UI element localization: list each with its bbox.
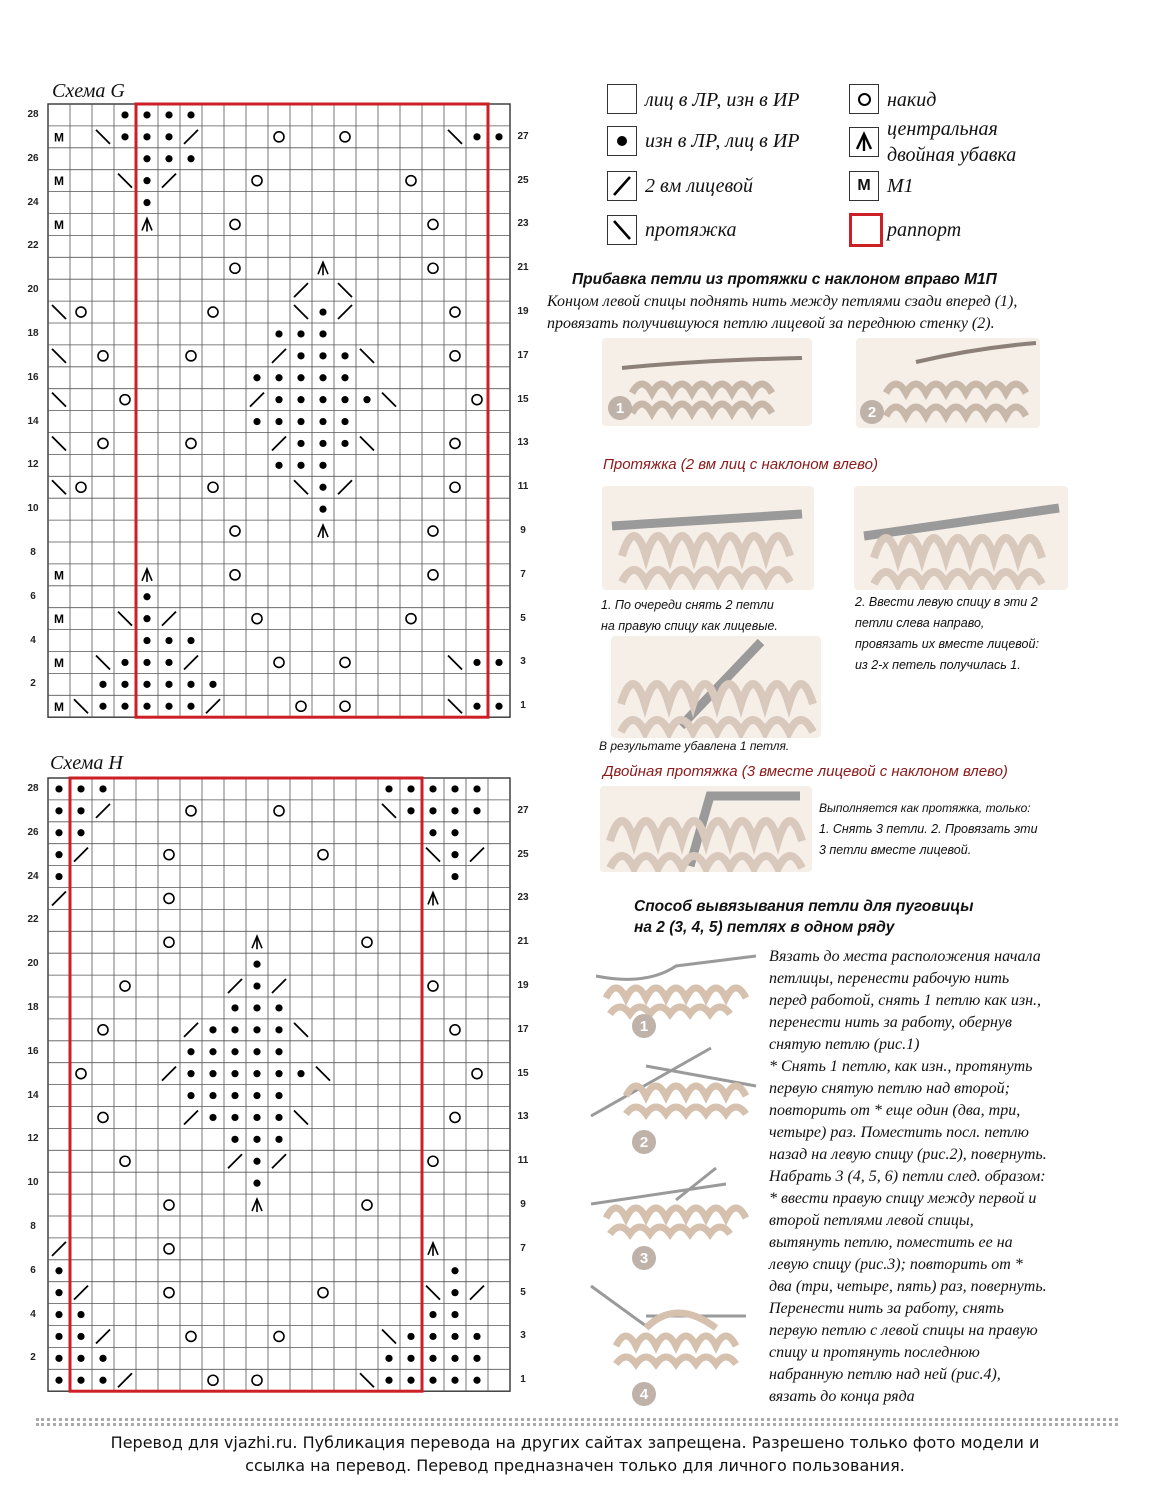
chart-g-purl-stitch <box>473 133 480 140</box>
chart-h-purl-stitch <box>77 829 84 836</box>
buttonhole-line: * Снять 1 петлю, как изн., протянуть <box>769 1058 1033 1075</box>
double-ssk-line3: 3 петли вместе лицевой. <box>819 843 972 857</box>
chart-h-grid <box>48 778 512 1393</box>
chart-g-row-number: 25 <box>517 174 529 186</box>
chart-g-purl-stitch <box>121 659 128 666</box>
buttonhole-step3-photo <box>586 1160 764 1272</box>
chart-h-purl-stitch <box>297 1070 304 1077</box>
chart-h-purl-stitch <box>55 785 62 792</box>
buttonhole-line: спицу и протянуть последнюю <box>769 1344 980 1361</box>
chart-g-row-number: 24 <box>27 196 39 208</box>
chart-h-purl-stitch <box>385 1355 392 1362</box>
chart-h-purl-stitch <box>99 1355 106 1362</box>
buttonhole-line: повторить от * еще один (два, три, <box>769 1102 1021 1119</box>
buttonhole-line: Вязать до места расположения начала <box>769 948 1041 965</box>
buttonhole-step4-photo <box>586 1276 764 1408</box>
buttonhole-line: первую снятую петлю над второй; <box>769 1080 1011 1097</box>
chart-g-purl-stitch <box>275 374 282 381</box>
chart-h-purl-stitch <box>209 1114 216 1121</box>
chart-h-purl-stitch <box>429 1355 436 1362</box>
chart-h-purl-stitch <box>55 829 62 836</box>
chart-g-purl-stitch <box>143 111 150 118</box>
chart-h-purl-stitch <box>77 785 84 792</box>
chart-h-purl-stitch <box>253 1114 260 1121</box>
ssk-caption2-line2: петли слева направо, <box>855 616 985 630</box>
chart-g-purl-stitch <box>143 593 150 600</box>
buttonhole-line: * ввести правую спицу между первой и <box>769 1190 1037 1207</box>
chart-h-row-number: 22 <box>27 914 39 926</box>
chart-g-purl-stitch <box>165 681 172 688</box>
chart-h-row-number: 15 <box>517 1067 529 1079</box>
chart-h-purl-stitch <box>275 1048 282 1055</box>
chart-g-purl-stitch <box>187 111 194 118</box>
chart-g-purl-stitch <box>143 681 150 688</box>
chart-g-row-number: 17 <box>517 349 529 361</box>
footer-divider <box>36 1418 1118 1426</box>
chart-h-purl-stitch <box>231 1070 238 1077</box>
chart-g-purl-stitch <box>319 330 326 337</box>
legend-k2tog-label: 2 вм лицевой <box>645 175 753 197</box>
double-ssk-line2: 1. Снять 3 петли. 2. Провязать эти <box>819 822 1038 836</box>
chart-h-purl-stitch <box>187 1048 194 1055</box>
chart-g-row-number: 19 <box>517 306 529 318</box>
chart-g-purl-stitch <box>187 681 194 688</box>
chart-h-row-number: 27 <box>517 804 529 816</box>
buttonhole-line: первую петлю с левой спицы на правую <box>769 1322 1038 1339</box>
chart-h-purl-stitch <box>429 785 436 792</box>
chart-h-purl-stitch <box>451 1377 458 1384</box>
m1r-line1: Концом левой спицы поднять нить между петлями сзади вперед (1), <box>547 293 1018 310</box>
chart-g-row-number: 8 <box>30 546 36 558</box>
chart-g-purl-stitch <box>121 111 128 118</box>
chart-g-m1: M <box>54 130 64 145</box>
m1r-step2-photo <box>856 338 1040 428</box>
chart-h-row-number: 4 <box>30 1308 36 1320</box>
chart-h-purl-stitch <box>187 1070 194 1077</box>
chart-h-purl-stitch <box>55 807 62 814</box>
chart-h-purl-stitch <box>209 1070 216 1077</box>
chart-h-purl-stitch <box>231 1114 238 1121</box>
chart-g-row-number: 5 <box>520 612 526 624</box>
buttonhole-heading-line1: Способ вывязывания петли для пуговицы <box>634 898 974 915</box>
chart-h-row-number: 10 <box>27 1177 39 1189</box>
chart-h-purl-stitch <box>55 1267 62 1274</box>
chart-h-row-number: 7 <box>520 1242 526 1254</box>
footer-line2: ссылка на перевод. Перевод предназначен только для личного пользования. <box>245 1456 905 1475</box>
chart-h-row-number: 12 <box>27 1133 39 1145</box>
chart-h-purl-stitch <box>429 1311 436 1318</box>
chart-g-purl-stitch <box>143 133 150 140</box>
chart-h-purl-stitch <box>473 785 480 792</box>
chart-h-purl-stitch <box>231 1136 238 1143</box>
chart-h-purl-stitch <box>275 1004 282 1011</box>
chart-h-row-number: 16 <box>27 1045 39 1057</box>
chart-g-row-number: 9 <box>520 525 526 537</box>
chart-g-purl-stitch <box>121 703 128 710</box>
chart-h-row-number: 18 <box>27 1001 39 1013</box>
chart-g-row-number: 26 <box>27 152 39 164</box>
chart-g-m1: M <box>54 568 64 583</box>
chart-g-m1: M <box>54 217 64 232</box>
chart-g-row-number: 2 <box>30 678 36 690</box>
chart-h-purl-stitch <box>77 1355 84 1362</box>
chart-h-purl-stitch <box>253 1092 260 1099</box>
buttonhole-step1-badge: 1 <box>632 1014 656 1038</box>
m1-symbol-icon: M <box>849 171 879 201</box>
chart-g-purl-stitch <box>165 111 172 118</box>
chart-h-row-number: 20 <box>27 958 39 970</box>
buttonhole-line: петлицы, перенести рабочую нить <box>769 970 1010 987</box>
chart-g-purl-stitch <box>341 396 348 403</box>
chart-h-purl-stitch <box>275 1136 282 1143</box>
chart-h-row-number: 17 <box>517 1023 529 1035</box>
ssk-caption1-line1: 1. По очереди снять 2 петли <box>601 598 774 612</box>
chart-h-row-number: 21 <box>517 936 529 948</box>
chart-g-row-number: 11 <box>517 481 529 493</box>
chart-g-purl-stitch <box>275 396 282 403</box>
chart-g-purl-stitch <box>165 659 172 666</box>
buttonhole-line: снятую петлю (рис.1) <box>769 1036 920 1053</box>
double-ssk-photo <box>600 786 812 872</box>
chart-h-purl-stitch <box>473 1355 480 1362</box>
chart-g-purl-stitch <box>363 396 370 403</box>
chart-h-purl-stitch <box>55 1355 62 1362</box>
chart-g-purl-stitch <box>341 374 348 381</box>
chart-h-purl-stitch <box>451 785 458 792</box>
chart-g-purl-stitch <box>187 637 194 644</box>
chart-h-purl-stitch <box>209 1048 216 1055</box>
chart-h-purl-stitch <box>231 1004 238 1011</box>
chart-h-title: Схема H <box>50 752 123 774</box>
chart-g-row-number: 21 <box>517 262 529 274</box>
m1r-heading: Прибавка петли из протяжки с наклоном вправо М1П <box>572 271 997 288</box>
chart-g-purl-stitch <box>187 155 194 162</box>
chart-h-purl-stitch <box>231 1092 238 1099</box>
k2tog-symbol-icon <box>607 171 637 201</box>
chart-g-purl-stitch <box>319 396 326 403</box>
buttonhole-heading-line2: на 2 (3, 4, 5) петлях в одном ряду <box>634 919 895 936</box>
chart-g-purl-stitch <box>253 418 260 425</box>
chart-g-row-number: 20 <box>27 284 39 296</box>
chart-g-row-number: 27 <box>517 130 529 142</box>
chart-g-row-number: 16 <box>27 371 39 383</box>
chart-g-row-number: 6 <box>30 590 36 602</box>
chart-h-row-number: 2 <box>30 1352 36 1364</box>
chart-h-purl-stitch <box>451 873 458 880</box>
chart-h-purl-stitch <box>253 982 260 989</box>
chart-g-purl-stitch <box>319 506 326 513</box>
chart-h-purl-stitch <box>429 829 436 836</box>
m1r-step1-photo <box>602 338 812 426</box>
chart-g-purl-stitch <box>297 418 304 425</box>
chart-g-row-number: 14 <box>27 415 39 427</box>
footer-line1: Перевод для vjazhi.ru. Публикация перевода на других сайтах запрещена. Разрешено только фото модели и <box>110 1433 1040 1452</box>
chart-g-row-number: 18 <box>27 327 39 339</box>
buttonhole-line: Набрать 3 (4, 5, 6) петли след. образом: <box>769 1168 1046 1185</box>
legend-yo-label: накид <box>887 89 937 111</box>
chart-g-purl-stitch <box>495 703 502 710</box>
chart-h-purl-stitch <box>275 1070 282 1077</box>
buttonhole-line: назад на левую спицу (рис.2), повернуть. <box>769 1146 1047 1163</box>
chart-h-purl-stitch <box>451 1333 458 1340</box>
buttonhole-line: два (три, четыре, пять) раз, повернуть. <box>769 1278 1047 1295</box>
chart-h-purl-stitch <box>253 1180 260 1187</box>
chart-h-row-number: 25 <box>517 848 529 860</box>
chart-g-purl-stitch <box>165 637 172 644</box>
chart-h-row-number: 9 <box>520 1199 526 1211</box>
chart-g-purl-stitch <box>297 440 304 447</box>
ssk-caption2-line1: 2. Ввести левую спицу в эти 2 <box>855 595 1038 609</box>
chart-h-purl-stitch <box>407 1377 414 1384</box>
chart-h-purl-stitch <box>209 1026 216 1033</box>
chart-g-purl-stitch <box>275 330 282 337</box>
chart-h-purl-stitch <box>55 1333 62 1340</box>
legend-repeat-label: раппорт <box>887 219 962 241</box>
chart-g-purl-stitch <box>319 484 326 491</box>
chart-h-row-number: 14 <box>27 1089 39 1101</box>
chart-h-purl-stitch <box>451 807 458 814</box>
chart-h-purl-stitch <box>231 1026 238 1033</box>
chart-h-row-number: 8 <box>30 1220 36 1232</box>
legend-ssk-label: протяжка <box>645 219 737 241</box>
chart-g-row-number: 10 <box>27 503 39 515</box>
chart-g-purl-stitch <box>165 133 172 140</box>
legend-cdd-label-line2: двойная убавка <box>887 144 1017 166</box>
chart-h-purl-stitch <box>253 1004 260 1011</box>
purl-symbol-icon <box>607 126 637 156</box>
chart-h-purl-stitch <box>275 1092 282 1099</box>
ssk-caption1-line2: на правую спицу как лицевые. <box>601 619 778 633</box>
buttonhole-step4-badge: 4 <box>632 1382 656 1406</box>
chart-h-row-number: 24 <box>27 870 39 882</box>
chart-g-grid <box>48 104 512 719</box>
chart-g-row-number: 28 <box>27 108 39 120</box>
chart-h-purl-stitch <box>473 1377 480 1384</box>
chart-g-purl-stitch <box>297 330 304 337</box>
m1r-step1-badge: 1 <box>608 396 632 420</box>
chart-h-purl-stitch <box>253 1136 260 1143</box>
chart-g-m1: M <box>54 699 64 714</box>
chart-g-purl-stitch <box>143 703 150 710</box>
chart-g-purl-stitch <box>165 155 172 162</box>
chart-g-purl-stitch <box>275 418 282 425</box>
ssk-result-photo <box>611 636 821 738</box>
chart-g-purl-stitch <box>275 462 282 469</box>
chart-h-purl-stitch <box>187 1092 194 1099</box>
ssk-caption2-line3: провязать их вместе лицевой: <box>855 637 1039 651</box>
chart-h-purl-stitch <box>429 1333 436 1340</box>
chart-g-row-number: 15 <box>517 393 529 405</box>
chart-g-purl-stitch <box>143 199 150 206</box>
chart-h-purl-stitch <box>275 1114 282 1121</box>
chart-h-purl-stitch <box>99 785 106 792</box>
chart-g-purl-stitch <box>165 703 172 710</box>
chart-h-purl-stitch <box>451 1289 458 1296</box>
chart-h-purl-stitch <box>253 1158 260 1165</box>
chart-h-purl-stitch <box>407 1333 414 1340</box>
chart-h-purl-stitch <box>253 961 260 968</box>
legend-knit-label: лиц в ЛР, изн в ИР <box>645 89 800 111</box>
chart-g-purl-stitch <box>253 374 260 381</box>
buttonhole-line: вытянуть петлю, поместить ее на <box>769 1234 1013 1251</box>
chart-h-purl-stitch <box>55 1377 62 1384</box>
legend-purl-label: изн в ЛР, лиц в ИР <box>645 130 800 152</box>
m1r-line2: провязать получившуюся петлю лицевой за переднюю стенку (2). <box>547 315 995 332</box>
chart-g-purl-stitch <box>319 308 326 315</box>
yarn-over-symbol-icon <box>849 84 879 114</box>
ssk-step2-photo <box>854 486 1068 590</box>
chart-g-purl-stitch <box>121 681 128 688</box>
chart-g-row-number: 12 <box>27 459 39 471</box>
chart-h-purl-stitch <box>429 807 436 814</box>
chart-g-row-number: 3 <box>520 656 526 668</box>
chart-g-row-number: 4 <box>30 634 36 646</box>
chart-g-purl-stitch <box>143 637 150 644</box>
chart-h-purl-stitch <box>55 1289 62 1296</box>
ssk-result-caption: В результате убавлена 1 петля. <box>599 739 790 753</box>
chart-h-purl-stitch <box>429 1377 436 1384</box>
chart-g-purl-stitch <box>143 615 150 622</box>
buttonhole-line: второй петлями левой спицы, <box>769 1212 974 1229</box>
double-ssk-line1: Выполняется как протяжка, только: <box>819 801 1031 815</box>
chart-g-purl-stitch <box>319 418 326 425</box>
chart-h-row-number: 23 <box>517 892 529 904</box>
chart-h-purl-stitch <box>77 807 84 814</box>
chart-h-purl-stitch <box>99 1377 106 1384</box>
buttonhole-line: перед работой, снять 1 петлю как изн., <box>769 992 1042 1009</box>
chart-g-purl-stitch <box>473 703 480 710</box>
chart-h-row-number: 6 <box>30 1264 36 1276</box>
ssk-heading: Протяжка (2 вм лиц с наклоном влево) <box>603 456 878 473</box>
chart-h-purl-stitch <box>407 1355 414 1362</box>
repeat-symbol-icon <box>849 213 883 247</box>
chart-h-row-number: 19 <box>517 980 529 992</box>
chart-g-title: Схема G <box>52 80 125 102</box>
chart-g-purl-stitch <box>495 133 502 140</box>
chart-h-purl-stitch <box>77 1311 84 1318</box>
chart-g-purl-stitch <box>319 440 326 447</box>
chart-g-purl-stitch <box>319 374 326 381</box>
chart-g-purl-stitch <box>473 659 480 666</box>
buttonhole-line: вязать до конца ряда <box>769 1388 915 1405</box>
chart-h-purl-stitch <box>55 873 62 880</box>
chart-h-purl-stitch <box>77 1333 84 1340</box>
chart-h-purl-stitch <box>451 1355 458 1362</box>
buttonhole-line: набранную петлю над ней (рис.4), <box>769 1366 1001 1383</box>
chart-g-m1: M <box>54 655 64 670</box>
chart-h-purl-stitch <box>77 1377 84 1384</box>
buttonhole-step2-photo <box>586 1046 764 1156</box>
buttonhole-step1-photo <box>586 946 764 1044</box>
knit-symbol-icon <box>607 84 637 114</box>
chart-g-purl-stitch <box>319 462 326 469</box>
chart-h-row-number: 28 <box>27 782 39 794</box>
buttonhole-line: левую спицу (рис.3); повторить от * <box>769 1256 1023 1273</box>
chart-g-purl-stitch <box>187 703 194 710</box>
chart-h-purl-stitch <box>253 1026 260 1033</box>
chart-h-purl-stitch <box>451 851 458 858</box>
chart-h-purl-stitch <box>451 829 458 836</box>
chart-h-purl-stitch <box>451 1267 458 1274</box>
chart-h-row-number: 3 <box>520 1330 526 1342</box>
buttonhole-line: Перенести нить за работу, снять <box>769 1300 1004 1317</box>
chart-g-m1: M <box>54 612 64 627</box>
chart-h-purl-stitch <box>253 1048 260 1055</box>
chart-h-row-number: 1 <box>520 1374 526 1386</box>
chart-g-row-number: 1 <box>520 700 526 712</box>
ssk-step1-photo <box>602 486 814 590</box>
chart-g-purl-stitch <box>297 396 304 403</box>
chart-g-purl-stitch <box>341 352 348 359</box>
chart-g-purl-stitch <box>297 352 304 359</box>
chart-h-purl-stitch <box>275 1026 282 1033</box>
legend-cdd-label-line1: центральная <box>887 118 998 140</box>
chart-g-purl-stitch <box>143 659 150 666</box>
chart-h-purl-stitch <box>385 1377 392 1384</box>
chart-h-purl-stitch <box>55 851 62 858</box>
ssk-symbol-icon <box>607 215 637 245</box>
chart-g-row-number: 7 <box>520 568 526 580</box>
double-ssk-heading: Двойная протяжка (3 вместе лицевой с наклоном влево) <box>603 763 1008 780</box>
chart-g-purl-stitch <box>297 374 304 381</box>
chart-h-purl-stitch <box>55 1311 62 1318</box>
chart-g-purl-stitch <box>209 681 216 688</box>
chart-g-purl-stitch <box>341 418 348 425</box>
chart-h-row-number: 5 <box>520 1286 526 1298</box>
chart-h-row-number: 26 <box>27 826 39 838</box>
m1r-step2-badge: 2 <box>860 400 884 424</box>
chart-g-row-number: 22 <box>27 240 39 252</box>
buttonhole-step3-badge: 3 <box>632 1246 656 1270</box>
chart-h-purl-stitch <box>473 807 480 814</box>
cdd-symbol-icon <box>849 127 879 157</box>
buttonhole-step2-badge: 2 <box>632 1130 656 1154</box>
chart-g-purl-stitch <box>143 155 150 162</box>
chart-h-purl-stitch <box>451 1311 458 1318</box>
chart-g-row-number: 23 <box>517 218 529 230</box>
chart-h-purl-stitch <box>407 807 414 814</box>
chart-h-purl-stitch <box>209 1092 216 1099</box>
chart-h-purl-stitch <box>385 785 392 792</box>
chart-h-purl-stitch <box>231 1048 238 1055</box>
chart-g-purl-stitch <box>319 352 326 359</box>
chart-g-m1: M <box>54 174 64 189</box>
chart-h-purl-stitch <box>407 785 414 792</box>
chart-g-purl-stitch <box>99 703 106 710</box>
chart-g-purl-stitch <box>143 177 150 184</box>
chart-h-row-number: 13 <box>517 1111 529 1123</box>
chart-g-purl-stitch <box>99 681 106 688</box>
chart-h-purl-stitch <box>253 1070 260 1077</box>
ssk-caption2-line4: из 2-х петель получилась 1. <box>855 658 1021 672</box>
chart-h-row-number: 11 <box>517 1155 529 1167</box>
buttonhole-line: перенести нить за работу, обернув <box>769 1014 1012 1031</box>
buttonhole-line: четыре) раз. Поместить посл. петлю <box>769 1124 1029 1141</box>
chart-g-purl-stitch <box>495 659 502 666</box>
chart-g-row-number: 13 <box>517 437 529 449</box>
chart-h-purl-stitch <box>473 1333 480 1340</box>
chart-g-purl-stitch <box>297 462 304 469</box>
legend-m1-label: М1 <box>887 175 914 197</box>
chart-g-purl-stitch <box>121 133 128 140</box>
chart-g-purl-stitch <box>341 440 348 447</box>
